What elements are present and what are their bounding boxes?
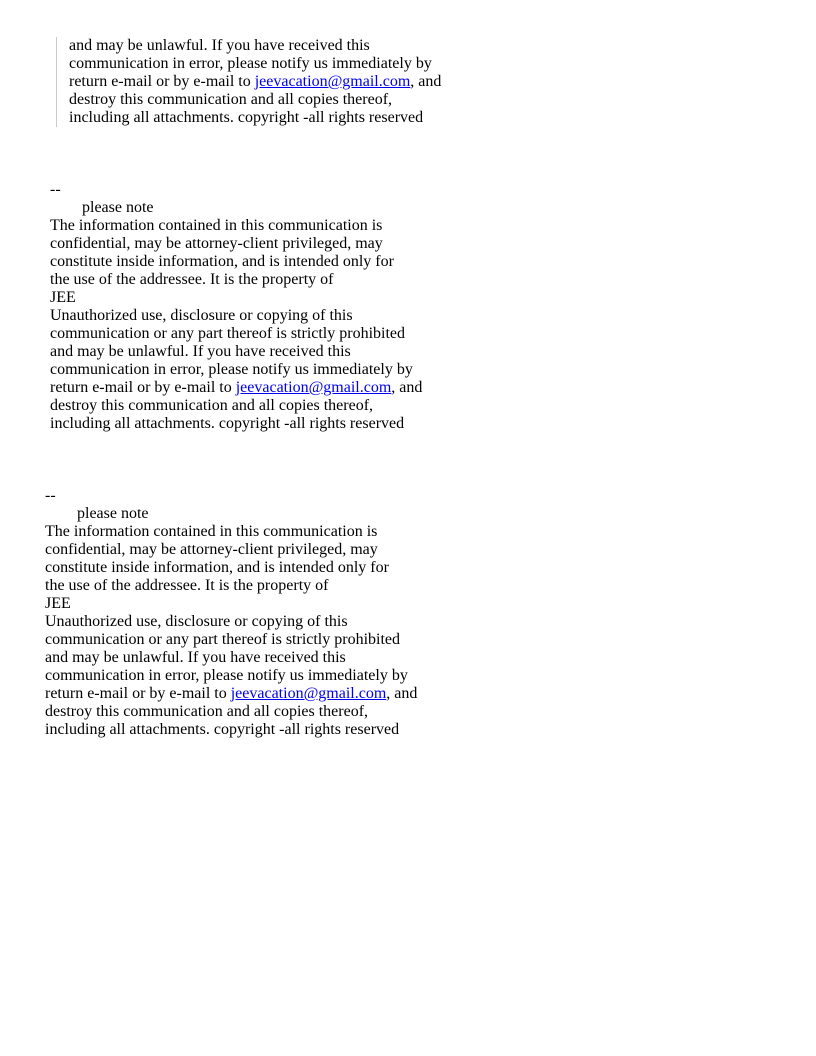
email-link[interactable]: jeevacation@gmail.com <box>230 685 387 702</box>
email-suffix: , and <box>386 685 418 702</box>
disclaimer-line: destroy this communication and all copies thereof, <box>45 703 369 720</box>
quoted-line: and may be unlawful. If you have received this <box>69 37 370 54</box>
disclaimer-line: including all attachments. copyright -all rights reserved <box>50 415 405 432</box>
disclaimer-line: JEE <box>50 289 76 306</box>
disclaimer-line: The information contained in this communication is <box>50 217 383 234</box>
disclaimer-line: the use of the addressee. It is the property of <box>45 577 329 594</box>
quoted-line: destroy this communication and all copies thereof, <box>69 91 393 108</box>
email-link[interactable]: jeevacation@gmail.com <box>254 73 411 90</box>
disclaimer-line: communication in error, please notify us immediately by <box>45 667 408 684</box>
signature-dashes: -- <box>45 487 56 504</box>
email-suffix: , and <box>391 379 423 396</box>
disclaimer-line: constitute inside information, and is intended only for <box>50 253 394 270</box>
disclaimer-line: communication or any part thereof is strictly prohibited <box>45 631 401 648</box>
disclaimer-line: The information contained in this communication is <box>45 523 378 540</box>
disclaimer-line: Unauthorized use, disclosure or copying of this <box>45 613 348 630</box>
disclaimer-email-line <box>50 379 422 397</box>
disclaimer-line: communication or any part thereof is strictly prohibited <box>50 325 406 342</box>
disclaimer-line: and may be unlawful. If you have received this <box>50 343 351 360</box>
please-note-label: please note <box>82 199 154 216</box>
disclaimer-line: constitute inside information, and is intended only for <box>45 559 389 576</box>
email-prefix: return e-mail or by e-mail to <box>50 379 236 396</box>
disclaimer-line: confidential, may be attorney-client privileged, may <box>45 541 378 558</box>
email-prefix: return e-mail or by e-mail to <box>45 685 231 702</box>
signature-disclaimer-2 <box>45 487 417 739</box>
quoted-email-prefix: return e-mail or by e-mail to <box>69 73 255 90</box>
quoted-email-suffix: , and <box>410 73 442 90</box>
signature-dashes: -- <box>50 181 61 198</box>
disclaimer-email-line <box>45 685 417 703</box>
disclaimer-line: destroy this communication and all copies thereof, <box>50 397 374 414</box>
quoted-line: including all attachments. copyright -all rights reserved <box>69 109 424 126</box>
disclaimer-line: Unauthorized use, disclosure or copying of this <box>50 307 353 324</box>
disclaimer-line: JEE <box>45 595 71 612</box>
quoted-disclaimer <box>56 37 441 127</box>
quoted-line: communication in error, please notify us immediately by <box>69 55 432 72</box>
disclaimer-line: including all attachments. copyright -all rights reserved <box>45 721 400 738</box>
please-note-label: please note <box>77 505 149 522</box>
quoted-email-line <box>69 73 441 91</box>
disclaimer-line: the use of the addressee. It is the property of <box>50 271 334 288</box>
disclaimer-line: and may be unlawful. If you have received this <box>45 649 346 666</box>
signature-disclaimer-1 <box>50 181 422 433</box>
email-link[interactable]: jeevacation@gmail.com <box>235 379 392 396</box>
disclaimer-line: communication in error, please notify us immediately by <box>50 361 413 378</box>
disclaimer-line: confidential, may be attorney-client privileged, may <box>50 235 383 252</box>
